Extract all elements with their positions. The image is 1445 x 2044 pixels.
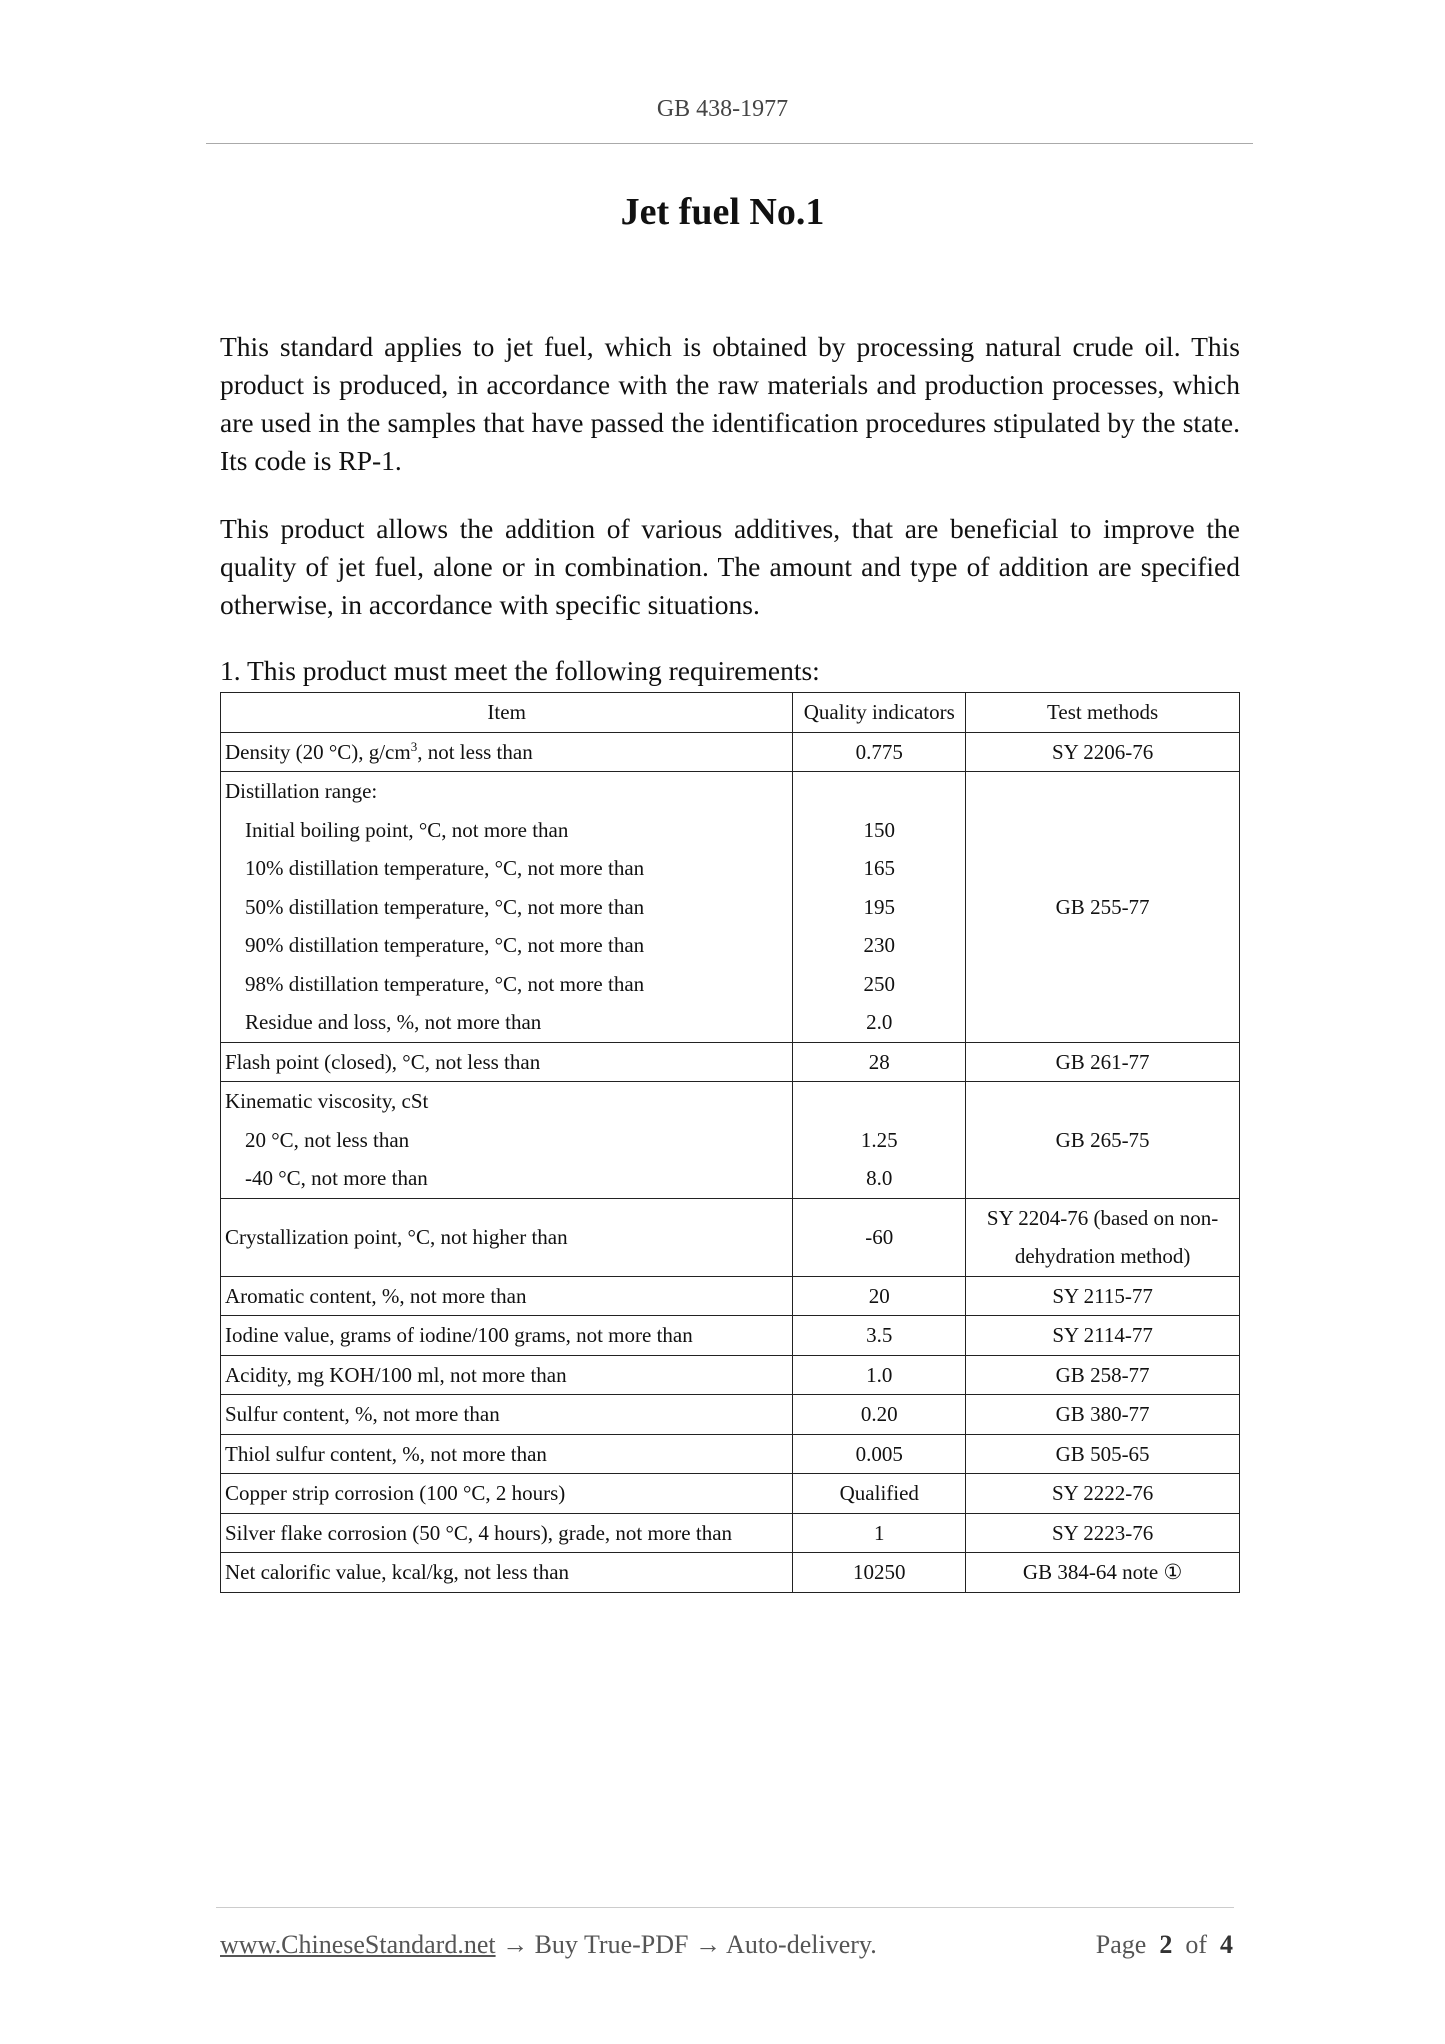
- density-value: 0.775: [793, 732, 966, 772]
- row-item: Sulfur content, %, not more than: [221, 1395, 793, 1435]
- page-indicator: Page 2 of 4: [1095, 1930, 1233, 1959]
- crystallization-value: -60: [793, 1198, 966, 1276]
- viscosity-items: Kinematic viscosity, cSt 20 °C, not less than -40 °C, not more than: [221, 1082, 793, 1199]
- table-header-row: [221, 693, 1240, 733]
- row-value: 1: [793, 1513, 966, 1553]
- footer-divider: [216, 1907, 1234, 1908]
- table-row-crystallization: [221, 1198, 1240, 1276]
- table-row: [221, 1395, 1240, 1435]
- promo-text: → Buy True-PDF → Auto-delivery.: [495, 1930, 877, 1959]
- document-code: GB 438-1977: [656, 96, 789, 122]
- header-quality-indicators: Quality indicators: [793, 693, 966, 733]
- row-method: GB 258-77: [966, 1355, 1240, 1395]
- row-method: GB 380-77: [966, 1395, 1240, 1435]
- requirements-table: [220, 692, 1240, 1593]
- table-row: [221, 1316, 1240, 1356]
- row-method: SY 2222-76: [966, 1474, 1240, 1514]
- viscosity-method: GB 265-75: [966, 1082, 1240, 1199]
- row-method: GB 384-64 note ①: [966, 1553, 1240, 1593]
- flash-item: Flash point (closed), °C, not less than: [221, 1042, 793, 1082]
- row-item: Net calorific value, kcal/kg, not less than: [221, 1553, 793, 1593]
- header-test-methods: Test methods: [966, 693, 1240, 733]
- viscosity-values: 1.25 8.0: [793, 1082, 966, 1199]
- crystallization-method: SY 2204-76 (based on non- dehydration method): [966, 1198, 1240, 1276]
- density-item: Density (20 °C), $g/cm^3$, not less than: [221, 732, 793, 772]
- current-page: 2: [1159, 1930, 1173, 1959]
- row-item: Acidity, mg KOH/100 ml, not more than: [221, 1355, 793, 1395]
- table-row: [221, 1276, 1240, 1316]
- row-method: SY 2114-77: [966, 1316, 1240, 1356]
- table-row: [221, 1355, 1240, 1395]
- row-value: Qualified: [793, 1474, 966, 1514]
- total-pages: 4: [1220, 1930, 1233, 1959]
- row-item: Thiol sulfur content, %, not more than: [221, 1434, 793, 1474]
- table-row-distillation: [221, 772, 1240, 1043]
- requirements-heading: 1. This product must meet the following requirements:: [220, 655, 820, 686]
- table-row-flash-point: [221, 1042, 1240, 1082]
- table-row-viscosity: [221, 1082, 1240, 1199]
- distillation-values: 150 165 195 230 250 2.0: [793, 772, 966, 1043]
- flash-method: GB 261-77: [966, 1042, 1240, 1082]
- table-row: [221, 1434, 1240, 1474]
- distillation-items: Distillation range: Initial boiling point, °C, not more than 10% distillation temperature, °C, not more than 50% distillation temperature, °C, not more than 90% distillation temperature, °C, not more than 98% distillation temperature, °C, not more than Residue and loss, %, not more than: [221, 772, 793, 1043]
- table-row-density: [221, 732, 1240, 772]
- crystallization-item: Crystallization point, °C, not higher than: [221, 1198, 793, 1276]
- header-item: Item: [221, 693, 793, 733]
- row-value: 3.5: [793, 1316, 966, 1356]
- page-title: Jet fuel No.1: [620, 191, 825, 233]
- row-method: SY 2223-76: [966, 1513, 1240, 1553]
- row-value: 20: [793, 1276, 966, 1316]
- density-method: SY 2206-76: [966, 732, 1240, 772]
- table-row: [221, 1553, 1240, 1593]
- row-value: 0.20: [793, 1395, 966, 1435]
- row-item: Aromatic content, %, not more than: [221, 1276, 793, 1316]
- row-item: Copper strip corrosion (100 °C, 2 hours): [221, 1474, 793, 1514]
- distillation-method: GB 255-77: [966, 772, 1240, 1043]
- flash-value: 28: [793, 1042, 966, 1082]
- row-item: Silver flake corrosion (50 °C, 4 hours), grade, not more than: [221, 1513, 793, 1553]
- row-value: 10250: [793, 1553, 966, 1593]
- row-item: Iodine value, grams of iodine/100 grams, not more than: [221, 1316, 793, 1356]
- site-link[interactable]: www.ChineseStandard.net: [220, 1930, 496, 1959]
- table-row: [221, 1513, 1240, 1553]
- table-row: [221, 1474, 1240, 1514]
- row-method: GB 505-65: [966, 1434, 1240, 1474]
- intro-paragraph: This standard applies to jet fuel, which is obtained by processing natural crude oil. This product is produced, in accordance with the raw materials and production processes, which are used in the samples that have passed the identification procedures stipulated by the state. Its code is RP-1.: [220, 331, 1240, 476]
- row-value: 0.005: [793, 1434, 966, 1474]
- header-divider: [206, 143, 1253, 144]
- row-method: SY 2115-77: [966, 1276, 1240, 1316]
- footer-promo: [220, 1930, 877, 1960]
- additives-paragraph: This product allows the addition of various additives, that are beneficial to improve the quality of jet fuel, alone or in combination. The amount and type of addition are specified otherwise, in accordance with specific situations.: [220, 513, 1240, 620]
- row-value: 1.0: [793, 1355, 966, 1395]
